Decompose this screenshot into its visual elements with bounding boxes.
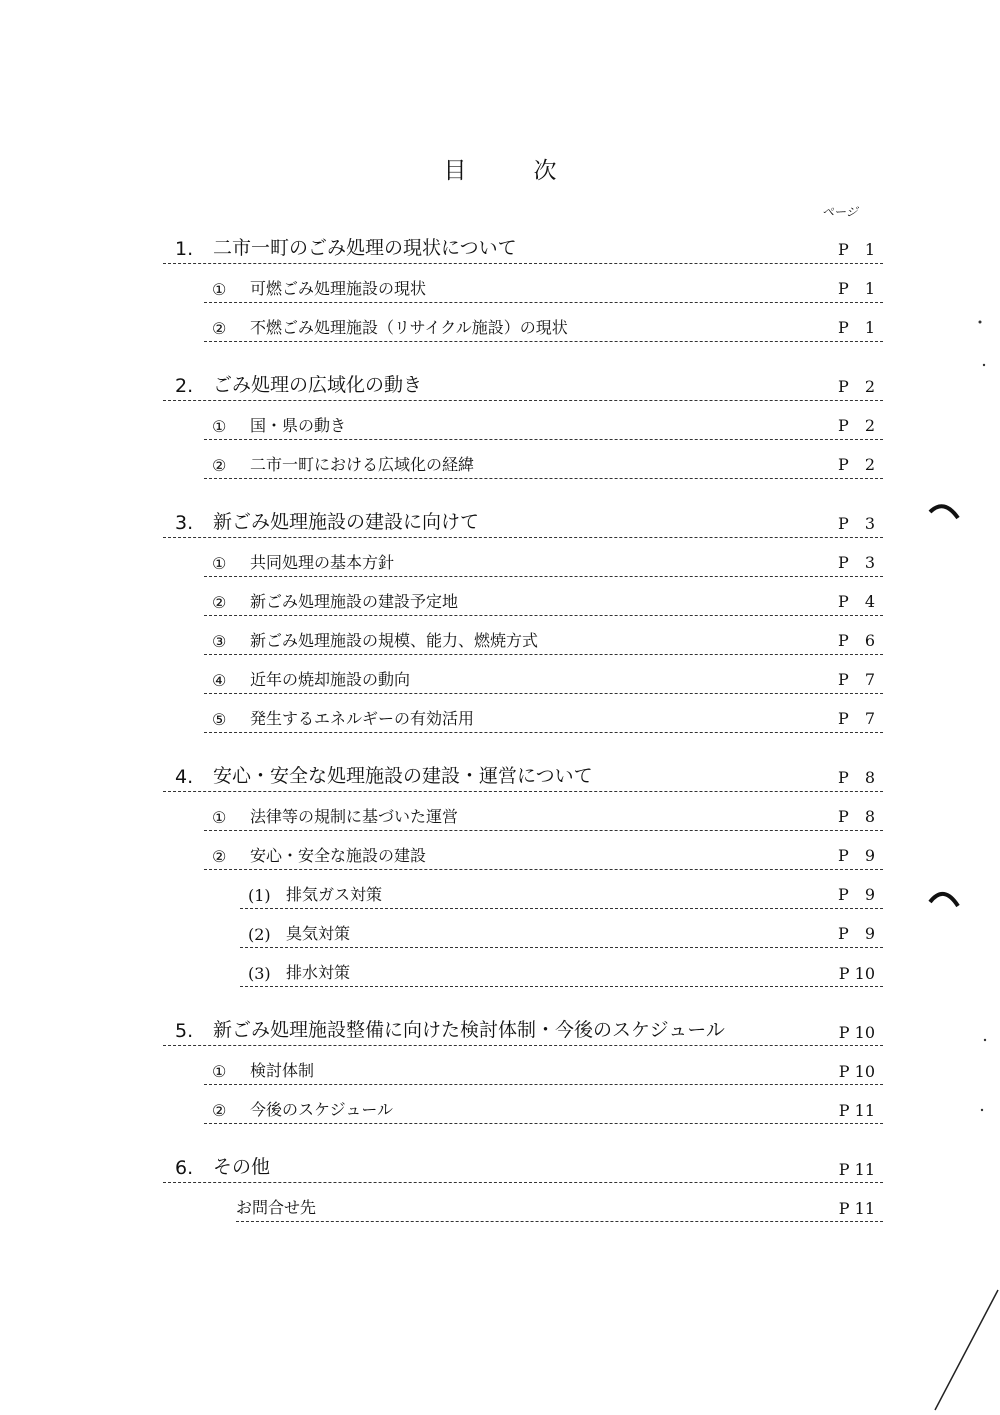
toc-number: ①	[212, 1062, 227, 1081]
toc-label: 新ごみ処理施設の規模、能力、燃焼方式	[250, 631, 539, 650]
toc-page-number: P 10	[838, 1023, 875, 1042]
toc-section	[163, 232, 883, 264]
toc-page-number: P 2	[838, 416, 875, 435]
toc-label: 二市一町のごみ処理の現状について	[213, 237, 517, 259]
toc-item	[204, 701, 883, 733]
toc-label: お問合せ先	[236, 1198, 317, 1217]
toc-label: 近年の焼却施設の動向	[250, 670, 411, 689]
toc-item	[204, 408, 883, 440]
toc-label: 二市一町における広域化の経緯	[250, 455, 475, 474]
dust-speck	[984, 1039, 986, 1041]
toc-section	[163, 760, 883, 792]
toc-page-number: P 7	[838, 670, 875, 689]
toc-label: 法律等の規制に基づいた運営	[250, 807, 459, 826]
toc-item	[204, 838, 883, 870]
toc-number: 4.	[175, 766, 194, 788]
toc-page-number: P 8	[838, 768, 875, 787]
toc-number: 6.	[175, 1157, 194, 1179]
toc-page-number: P 2	[838, 455, 875, 474]
toc-label: 安心・安全な処理施設の建設・運営について	[213, 765, 593, 787]
toc-page-number: P 9	[838, 846, 875, 865]
toc-number: ⑤	[212, 710, 227, 729]
toc-number: ②	[212, 1101, 227, 1120]
toc-item	[204, 1053, 883, 1085]
toc-label: 新ごみ処理施設の建設予定地	[250, 592, 459, 611]
dust-speck	[983, 364, 985, 366]
toc-number: ①	[212, 417, 227, 436]
toc-item	[204, 447, 883, 479]
toc-number: 5.	[175, 1020, 194, 1042]
toc-number: ①	[212, 554, 227, 573]
toc-item	[240, 877, 883, 909]
toc-number: ②	[212, 319, 227, 338]
toc-page-number: P 4	[838, 592, 875, 611]
toc-label: 検討体制	[250, 1061, 315, 1080]
toc-number: ①	[212, 280, 227, 299]
margin-mark	[930, 894, 958, 906]
toc-page-number: P 6	[838, 631, 875, 650]
toc-number: ①	[212, 808, 227, 827]
toc-label: 共同処理の基本方針	[250, 553, 395, 572]
toc-number: ②	[212, 456, 227, 475]
toc-item	[204, 271, 883, 303]
dust-speck	[979, 321, 982, 324]
toc-label: 臭気対策	[286, 924, 351, 943]
toc-page-number: P 7	[838, 709, 875, 728]
toc-page-number: P 1	[838, 279, 875, 298]
toc-item	[204, 584, 883, 616]
toc-label: 今後のスケジュール	[250, 1100, 394, 1119]
toc-item	[240, 955, 883, 987]
page-column-label: ページ	[822, 205, 858, 219]
toc-label: 排気ガス対策	[286, 885, 383, 904]
toc-page-number: P 2	[838, 377, 875, 396]
toc-item	[204, 310, 883, 342]
toc-page-number: P 3	[838, 514, 875, 533]
toc-number: ②	[212, 847, 227, 866]
toc-number: (3)	[248, 964, 271, 983]
toc-item	[204, 662, 883, 694]
toc-section	[163, 1151, 883, 1183]
toc-number: (2)	[248, 925, 271, 944]
toc-item	[204, 799, 883, 831]
toc-page-number: P 3	[838, 553, 875, 572]
toc-number: 2.	[175, 375, 194, 397]
toc-item	[204, 545, 883, 577]
toc-number: (1)	[248, 886, 271, 905]
toc-page-number: P 8	[838, 807, 875, 826]
toc-label: その他	[213, 1156, 271, 1178]
toc-page-number: P 11	[838, 1160, 875, 1179]
toc-label: 発生するエネルギーの有効活用	[250, 709, 475, 728]
toc-page-number: P 10	[838, 964, 875, 983]
toc-label: ごみ処理の広域化の動き	[213, 374, 423, 396]
toc-label: 国・県の動き	[250, 416, 347, 435]
toc-label: 新ごみ処理施設整備に向けた検討体制・今後のスケジュール	[213, 1019, 725, 1041]
margin-mark	[930, 506, 958, 518]
toc-section	[163, 506, 883, 538]
toc-item	[240, 916, 883, 948]
toc-label: 可燃ごみ処理施設の現状	[250, 279, 427, 298]
margin-stroke	[935, 1290, 998, 1410]
toc-page-number: P 11	[838, 1101, 875, 1120]
toc-page-number: P 1	[838, 318, 875, 337]
toc-number: ②	[212, 593, 227, 612]
toc-section	[163, 369, 883, 401]
toc-number: 3.	[175, 512, 194, 534]
toc-page-number: P 1	[838, 240, 875, 259]
toc-label: 新ごみ処理施設の建設に向けて	[213, 511, 480, 533]
toc-number: ④	[212, 671, 227, 690]
toc-page-number: P 11	[838, 1199, 875, 1218]
toc-page-number: P 9	[838, 885, 875, 904]
toc-label: 安心・安全な施設の建設	[250, 846, 427, 865]
toc-section	[163, 1014, 883, 1046]
toc-number: ③	[212, 632, 227, 651]
dust-speck	[981, 1109, 983, 1111]
toc-number: 1.	[175, 238, 194, 260]
toc-item	[204, 623, 883, 655]
page-title: 目 次	[443, 158, 579, 184]
toc-page-number: P 10	[838, 1062, 875, 1081]
toc-label: 排水対策	[286, 963, 351, 982]
toc-label: 不燃ごみ処理施設（リサイクル施設）の現状	[250, 318, 568, 337]
toc-item	[236, 1190, 883, 1222]
toc-page-number: P 9	[838, 924, 875, 943]
toc-item	[204, 1092, 883, 1124]
